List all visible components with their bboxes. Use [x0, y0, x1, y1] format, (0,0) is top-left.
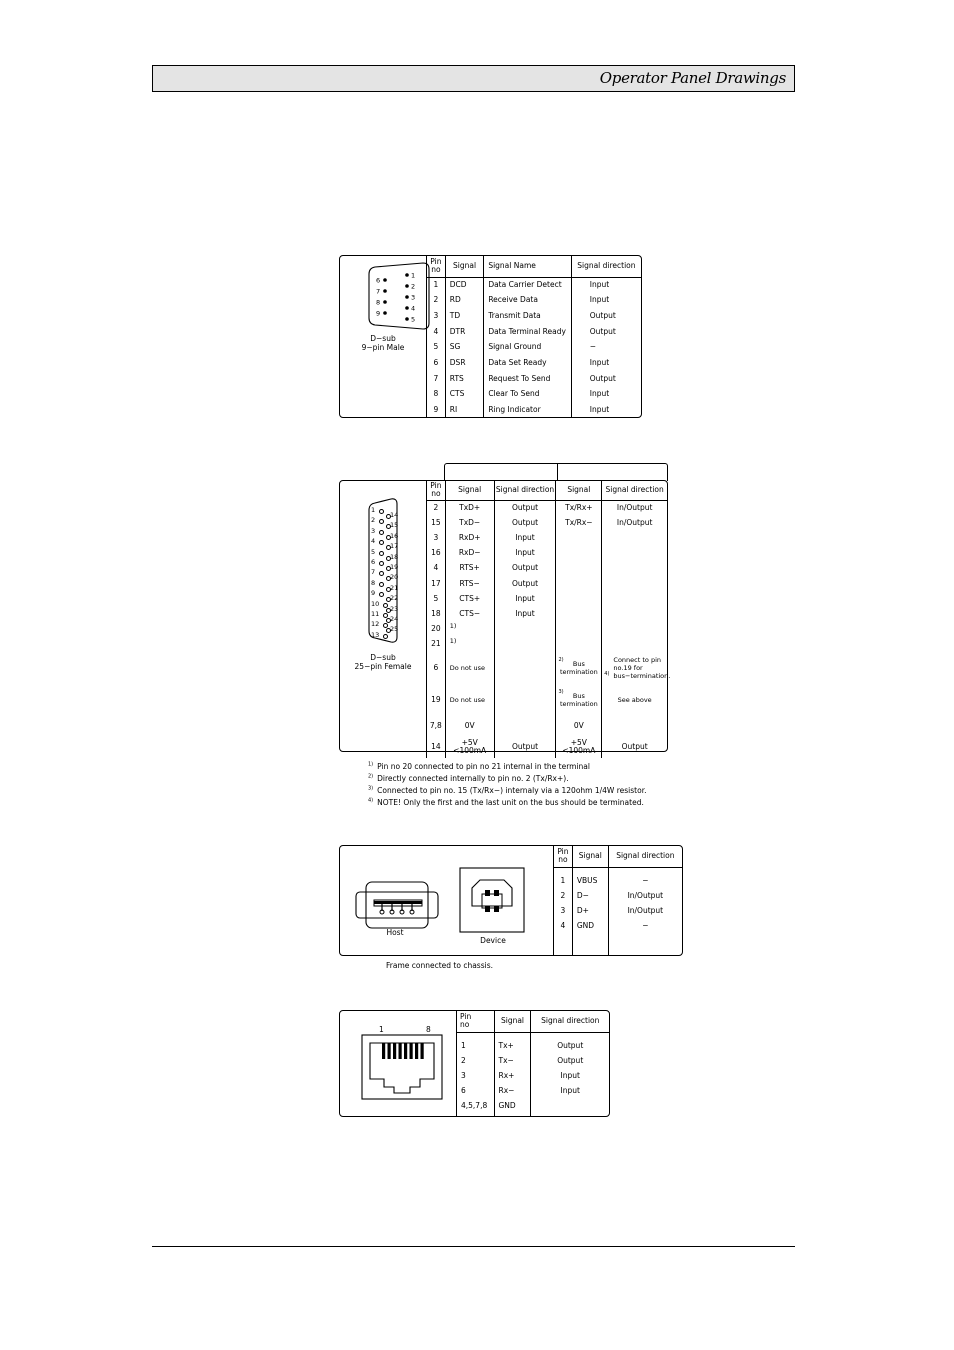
pin-cell: 3 [554, 903, 573, 918]
pin-cell: 3 [427, 530, 446, 545]
direction-cell [494, 622, 556, 637]
table-row [457, 1098, 610, 1113]
col-pin: Pin no [427, 480, 446, 500]
signal-cell: SG [445, 340, 484, 356]
signal-cell: 1) [445, 622, 494, 637]
rj45-contact [410, 1043, 413, 1059]
spacer-cell [572, 933, 608, 956]
col-signal: Signal [445, 255, 484, 277]
pin-cell: 2 [427, 500, 446, 515]
signal-cell [556, 530, 602, 545]
pin-label: 16 [390, 531, 399, 540]
pin-dot [379, 582, 384, 587]
dsub9-label-line1: D−sub [370, 334, 396, 343]
pin-cell: 2 [457, 1053, 495, 1068]
signal-cell: 0V [556, 716, 602, 736]
direction-cell [602, 606, 667, 621]
direction-cell: Input [494, 591, 556, 606]
rj45-pin-first: 1 [379, 1025, 384, 1034]
table-row [427, 515, 668, 530]
rj45-contact [399, 1043, 402, 1059]
direction-cell: Output [494, 500, 556, 515]
pin-cell: 7 [427, 371, 446, 387]
table-row [554, 888, 683, 903]
rj45-contact [388, 1043, 391, 1059]
pin-cell: 21 [427, 637, 446, 652]
pin-label: 23 [390, 604, 399, 613]
col-signal-name: Signal Name [484, 255, 571, 277]
direction-cell [602, 546, 667, 561]
direction-cell [602, 576, 667, 591]
direction-cell: In/Output [608, 903, 682, 918]
table-row [427, 637, 668, 652]
footnote [368, 797, 698, 809]
dsub25-panel [339, 480, 671, 755]
table-row [554, 903, 683, 918]
dsub25-group-header [444, 463, 668, 481]
direction-cell [494, 652, 556, 684]
pin-label: 2 [371, 516, 376, 525]
usb-device-label: Device [480, 936, 506, 945]
direction-cell: Input [571, 277, 641, 293]
pin-label: 1 [371, 506, 376, 514]
page-title: Operator Panel Drawings [599, 69, 786, 87]
direction-cell [602, 716, 667, 736]
signal-cell: 3) Bus termination [556, 684, 602, 716]
usb-panel [339, 845, 683, 956]
pin-cell: 17 [427, 576, 446, 591]
signal-cell: Do not use [445, 684, 494, 716]
direction-cell: Output [531, 1038, 609, 1053]
direction-cell [602, 530, 667, 545]
col-direction-b: Signal direction [602, 480, 667, 500]
signal-cell: TD [445, 308, 484, 324]
direction-cell [494, 637, 556, 652]
signal-cell: RxD+ [445, 530, 494, 545]
col-signal-direction: Signal direction [531, 1010, 609, 1032]
direction-cell: − [608, 873, 682, 888]
direction-cell: Output [602, 736, 667, 758]
signal-cell: DCD [445, 277, 484, 293]
direction-cell: Output [571, 371, 641, 387]
signal-cell: RD [445, 293, 484, 309]
table-row [427, 561, 668, 576]
pin-label: 21 [390, 583, 399, 592]
pin-cell: 4,5,7,8 [457, 1098, 495, 1113]
direction-cell: In/Output [602, 500, 667, 515]
pin-dot [383, 634, 388, 639]
signal-cell [556, 622, 602, 637]
signal-name-cell: Data Terminal Ready [484, 324, 571, 340]
footnote-number: 4) [368, 797, 374, 804]
pin-cell: 4 [554, 918, 573, 933]
col-signal-direction: Signal direction [608, 845, 682, 867]
direction-cell [531, 1098, 609, 1113]
usb-device-connector-icon [458, 866, 528, 936]
signal-cell: DSR [445, 355, 484, 371]
signal-name-cell: Data Carrier Detect [484, 277, 571, 293]
signal-cell: Rx+ [494, 1068, 531, 1083]
bus-termination-text: Bus termination [559, 659, 598, 676]
signal-name-cell: Ring Indicator [484, 402, 571, 418]
col-pin: Pin no [457, 1010, 495, 1032]
pin-cell: 18 [427, 606, 446, 621]
pin-cell: 3 [427, 308, 446, 324]
pin-cell: 1 [457, 1038, 495, 1053]
signal-cell: Tx+ [494, 1038, 531, 1053]
direction-cell: Output [571, 308, 641, 324]
pin-label: 11 [371, 610, 380, 618]
signal-name-cell: Transmit Data [484, 308, 571, 324]
direction-cell: Input [494, 546, 556, 561]
table-row [427, 606, 668, 621]
pin-label: 1 [411, 271, 416, 280]
table-row [427, 308, 642, 324]
col-pin: Pin no [427, 255, 446, 277]
pin-cell: 6 [457, 1083, 495, 1098]
table-row [427, 622, 668, 637]
signal-cell: RxD− [445, 546, 494, 561]
direction-cell: Input [571, 355, 641, 371]
pin-label: 6 [376, 276, 381, 285]
table-row [427, 324, 642, 340]
signal-cell: TxD+ [445, 500, 494, 515]
pin-dot [405, 306, 409, 310]
table-row [457, 1053, 610, 1068]
dsub9-pin-table [426, 255, 641, 418]
signal-cell: RI [445, 402, 484, 418]
signal-cell [556, 606, 602, 621]
dsub9-panel [339, 255, 642, 418]
signal-cell: Rx− [494, 1083, 531, 1098]
rj45-contact [393, 1043, 396, 1059]
table-row [427, 293, 642, 309]
footnote-text: Directly connected internally to pin no. 2 (Tx/Rx+). [377, 774, 569, 783]
direction-cell [602, 561, 667, 576]
footnote [368, 761, 698, 773]
signal-name-cell: Receive Data [484, 293, 571, 309]
signal-cell [556, 591, 602, 606]
table-row [427, 371, 642, 387]
rj45-panel [339, 1010, 610, 1117]
signal-cell: TxD− [445, 515, 494, 530]
direction-cell [602, 591, 667, 606]
pin-label: 2 [411, 282, 416, 291]
direction-cell: In/Output [602, 515, 667, 530]
table-row [427, 500, 668, 515]
pin-label: 12 [371, 620, 380, 629]
footnote-text: NOTE! Only the first and the last unit on the bus should be terminated. [377, 798, 644, 807]
signal-cell: CTS− [445, 606, 494, 621]
pin-dot [383, 603, 388, 608]
direction-cell: Input [531, 1083, 609, 1098]
usb-pin-table [553, 845, 682, 956]
table-row [457, 1083, 610, 1098]
pin-label: 8 [376, 298, 381, 307]
direction-cell: Input [494, 530, 556, 545]
pin-label: 6 [371, 558, 376, 566]
pin-dot [379, 530, 384, 535]
footnote-text: Connected to pin no. 15 (Tx/Rx−) internaly via a 120ohm 1/4W resistor. [377, 786, 647, 795]
spacer-cell [608, 933, 682, 956]
table-row [427, 652, 668, 684]
signal-cell: +5V <100mA [445, 736, 494, 758]
col-signal: Signal [494, 1010, 531, 1032]
table-row [427, 387, 642, 403]
rj45-contact [382, 1043, 385, 1059]
table-row [554, 873, 683, 888]
direction-cell [602, 622, 667, 637]
signal-cell: RTS+ [445, 561, 494, 576]
pin-dot [405, 284, 409, 288]
signal-cell: Tx/Rx− [556, 515, 602, 530]
pin-label: 5 [411, 315, 416, 324]
col-signal: Signal [572, 845, 608, 867]
pin-dot [383, 300, 387, 304]
signal-cell: 2) Bus termination [556, 652, 602, 684]
footnote-text: Pin no 20 connected to pin no 21 internal in the terminal [377, 762, 590, 771]
table-row [427, 402, 642, 418]
direction-cell: − [571, 340, 641, 356]
pin-label: 15 [390, 521, 399, 530]
signal-cell: DTR [445, 324, 484, 340]
footnote-number: 3) [368, 785, 374, 792]
direction-cell: Input [571, 402, 641, 418]
dsub9-label [348, 334, 418, 352]
pin-cell: 1 [427, 277, 446, 293]
direction-cell: Output [494, 561, 556, 576]
table-row [427, 591, 668, 606]
direction-cell: In/Output [608, 888, 682, 903]
pin-label: 20 [390, 573, 399, 582]
usb-host-label: Host [386, 928, 404, 937]
direction-cell: Output [494, 736, 556, 758]
table-row [427, 716, 668, 736]
pin-dot [405, 317, 409, 321]
signal-cell: D+ [572, 903, 608, 918]
table-row [427, 530, 668, 545]
spacer-row [457, 1113, 610, 1117]
table-row [427, 576, 668, 591]
dsub25-label [348, 653, 418, 671]
signal-cell: GND [494, 1098, 531, 1113]
pin-cell: 1 [554, 873, 573, 888]
pin-label: 3 [411, 293, 416, 302]
rj45-contact [404, 1043, 407, 1059]
connect-note: Connect to pin no.19 for bus−termination. [613, 655, 671, 680]
col-signal-a: Signal [445, 480, 494, 500]
signal-cell: CTS [445, 387, 484, 403]
direction-cell [602, 652, 671, 684]
footnote-number: 2) [368, 773, 374, 780]
usb-note: Frame connected to chassis. [386, 961, 493, 970]
rj45-contact [421, 1043, 424, 1059]
signal-cell [556, 637, 602, 652]
pin-cell: 8 [427, 387, 446, 403]
pin-label: 10 [371, 599, 380, 608]
pin-label: 8 [371, 578, 376, 587]
table-row [427, 684, 668, 716]
signal-cell: VBUS [572, 873, 608, 888]
rj45-pin-table [456, 1010, 609, 1117]
pin-label: 25 [390, 625, 399, 634]
rj45-contact [415, 1043, 418, 1059]
pin-dot [379, 509, 384, 514]
pin-cell: 4 [427, 324, 446, 340]
pin-label: 9 [371, 589, 376, 598]
pin-label: 4 [371, 537, 376, 546]
spacer-row [554, 933, 683, 956]
pin-label: 18 [390, 552, 399, 561]
pin-dot [379, 561, 384, 566]
signal-cell: RTS [445, 371, 484, 387]
signal-cell: Tx− [494, 1053, 531, 1068]
pin-label: 22 [390, 594, 399, 603]
pin-label: 7 [371, 568, 376, 577]
pin-cell: 14 [427, 736, 446, 758]
signal-cell [556, 576, 602, 591]
pin-cell: 15 [427, 515, 446, 530]
footnote-number: 1) [368, 761, 374, 768]
dsub9-label-line2: 9−pin Male [361, 343, 405, 352]
pin-cell: 20 [427, 622, 446, 637]
signal-cell: RTS− [445, 576, 494, 591]
pin-cell: 3 [457, 1068, 495, 1083]
pin-cell: 6 [427, 652, 446, 684]
direction-cell: Output [571, 324, 641, 340]
table-row [427, 277, 642, 293]
pin-label: 7 [376, 287, 381, 296]
signal-cell: Do not use [445, 652, 494, 684]
table-row [427, 355, 642, 371]
footnote [368, 773, 698, 785]
pin-cell: 7,8 [427, 716, 446, 736]
signal-name-cell: Clear To Send [484, 387, 571, 403]
direction-cell: See above [602, 684, 667, 716]
signal-name-cell: Data Set Ready [484, 355, 571, 371]
pin-cell: 5 [427, 591, 446, 606]
direction-cell: Input [571, 293, 641, 309]
direction-cell [494, 684, 556, 716]
dsub25-pin-table [426, 480, 671, 758]
dsub25-label-line1: D−sub [370, 653, 396, 662]
spacer-cell [494, 1113, 531, 1117]
signal-cell [556, 561, 602, 576]
signal-cell: 0V [445, 716, 494, 736]
col-direction-a: Signal direction [494, 480, 556, 500]
spacer-cell [457, 1113, 495, 1117]
signal-cell: GND [572, 918, 608, 933]
direction-cell: Output [531, 1053, 609, 1068]
signal-cell: D− [572, 888, 608, 903]
table-row [457, 1038, 610, 1053]
table-row [554, 918, 683, 933]
pin-dot [405, 273, 409, 277]
table-row [427, 340, 642, 356]
pin-dot [383, 278, 387, 282]
pin-dot [405, 295, 409, 299]
pin-cell: 2 [554, 888, 573, 903]
table-row [457, 1068, 610, 1083]
pin-label: 4 [411, 304, 416, 313]
pin-dot [383, 311, 387, 315]
direction-cell: Input [494, 606, 556, 621]
table-row [427, 546, 668, 561]
pin-label: 24 [390, 615, 399, 623]
pin-label: 14 [390, 511, 399, 519]
signal-name-cell: Signal Ground [484, 340, 571, 356]
direction-cell: − [608, 918, 682, 933]
bus-termination-text: Bus termination [559, 691, 598, 708]
pin-label: 5 [371, 547, 376, 556]
col-signal-direction: Signal direction [571, 255, 641, 277]
signal-cell: 1) [445, 637, 494, 652]
rj45-pin-last: 8 [426, 1025, 431, 1034]
direction-cell: Output [494, 576, 556, 591]
direction-cell: Output [494, 515, 556, 530]
direction-cell: Input [531, 1068, 609, 1083]
col-pin: Pin no [554, 845, 573, 867]
pin-cell: 6 [427, 355, 446, 371]
pin-cell: 19 [427, 684, 446, 716]
pin-cell: 9 [427, 402, 446, 418]
direction-cell [602, 637, 667, 652]
signal-cell: CTS+ [445, 591, 494, 606]
dsub25-footnotes [368, 761, 698, 809]
footer-rule [152, 1246, 795, 1247]
pin-label: 19 [390, 563, 399, 571]
direction-cell [494, 716, 556, 736]
signal-name-cell: Request To Send [484, 371, 571, 387]
spacer-cell [554, 933, 573, 956]
pin-label: 17 [390, 542, 399, 551]
table-row [427, 736, 668, 758]
spacer-cell [531, 1113, 609, 1117]
pin-label: 9 [376, 309, 381, 318]
page-header [152, 65, 795, 92]
pin-cell: 5 [427, 340, 446, 356]
signal-cell [556, 546, 602, 561]
rj45-connector-icon [360, 1033, 450, 1103]
footnote-ref: 4) [604, 670, 610, 677]
pin-cell: 2 [427, 293, 446, 309]
pin-label: 3 [371, 526, 376, 535]
signal-cell: +5V <100mA [556, 736, 602, 758]
pin-dot [379, 551, 384, 556]
footnote [368, 785, 698, 797]
direction-cell: Input [571, 387, 641, 403]
pin-dot [383, 289, 387, 293]
pin-label: 13 [371, 630, 380, 639]
dsub25-label-line2: 25−pin Female [354, 662, 412, 671]
pin-cell: 4 [427, 561, 446, 576]
pin-cell: 16 [427, 546, 446, 561]
col-signal-b: Signal [556, 480, 602, 500]
signal-cell: Tx/Rx+ [556, 500, 602, 515]
